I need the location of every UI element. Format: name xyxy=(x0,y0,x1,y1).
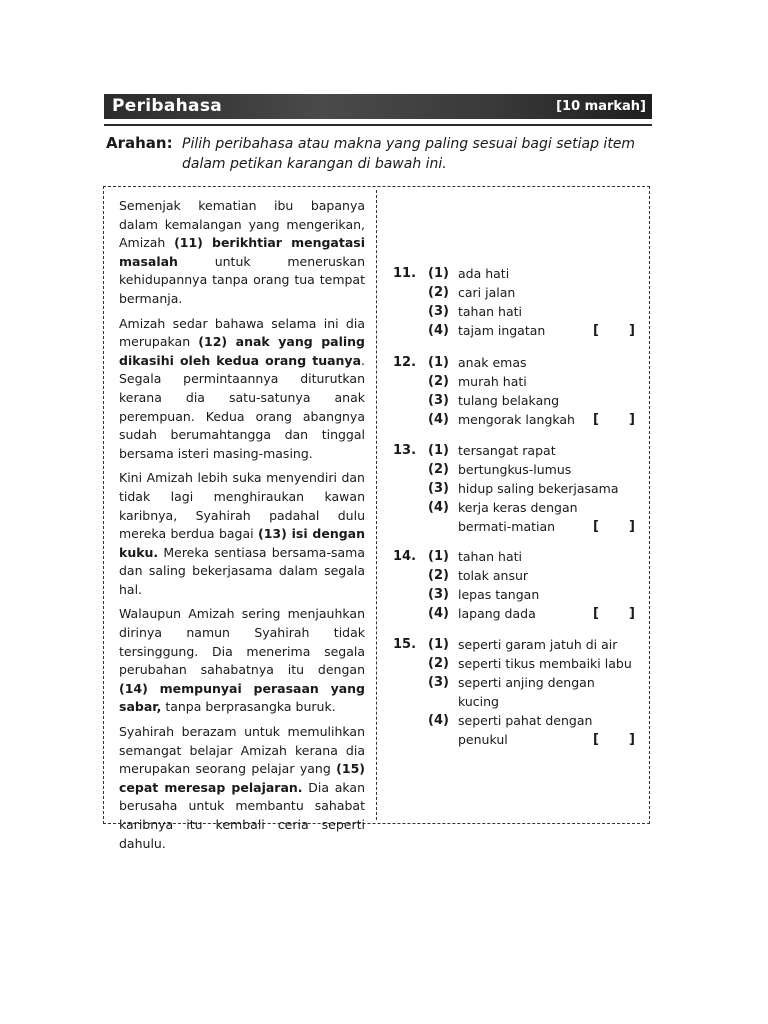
option-number: (4) xyxy=(428,412,449,427)
option-number: (2) xyxy=(428,374,449,389)
question-number: 14. xyxy=(393,549,417,564)
question-item xyxy=(393,549,643,625)
option-row xyxy=(393,694,643,713)
passage-highlight: (12) anak yang paling dikasihi oleh kedua orang tuanya xyxy=(119,334,365,368)
answer-bracket-close: ] xyxy=(629,606,635,621)
option-number: (3) xyxy=(428,304,449,319)
passage-paragraph xyxy=(119,197,365,309)
option-number: (4) xyxy=(428,606,449,621)
option-number: (2) xyxy=(428,568,449,583)
option-number: (4) xyxy=(428,713,449,728)
option-text: seperti garam jatuh di air xyxy=(458,637,618,652)
question-number: 13. xyxy=(393,443,417,458)
option-number: (2) xyxy=(428,285,449,300)
option-text: murah hati xyxy=(458,374,527,389)
answer-bracket-open[interactable]: [ xyxy=(593,519,599,534)
option-row xyxy=(393,713,643,732)
question-item xyxy=(393,637,643,751)
option-number: (4) xyxy=(428,323,449,338)
option-number: (1) xyxy=(428,549,449,564)
passage-segment: tanpa berprasangka buruk. xyxy=(161,699,336,715)
answer-bracket-open[interactable]: [ xyxy=(593,606,599,621)
passage-segment: Syahirah berazam untuk memulihkan semangat belajar Amizah kerana dia merupakan seorang pelajar yang xyxy=(119,724,365,777)
option-text: kerja keras dengan xyxy=(458,500,578,515)
option-text: bermati-matian xyxy=(458,519,556,534)
option-text: tersangat rapat xyxy=(458,443,556,458)
passage-paragraph xyxy=(119,315,365,464)
passage-paragraph xyxy=(119,723,365,853)
option-row xyxy=(393,412,643,431)
option-text: ada hati xyxy=(458,266,510,281)
option-row xyxy=(393,355,643,374)
option-row xyxy=(393,462,643,481)
answer-bracket-close: ] xyxy=(629,412,635,427)
option-number: (1) xyxy=(428,443,449,458)
passage-highlight: (14) mempunyai perasaan yang sabar, xyxy=(119,680,365,715)
column-divider xyxy=(376,190,377,820)
option-text: hidup saling bekerjasama xyxy=(458,481,619,496)
question-number: 12. xyxy=(393,355,417,370)
option-text: anak emas xyxy=(458,355,527,370)
option-text: seperti anjing dengan xyxy=(458,675,595,690)
option-text: seperti tikus membaiki labu xyxy=(458,656,632,671)
option-number: (1) xyxy=(428,355,449,370)
option-row xyxy=(393,606,643,625)
section-marks: [10 markah] xyxy=(556,99,646,114)
answer-bracket-close: ] xyxy=(629,323,635,338)
passage-highlight: (15) cepat meresap pelajaran. xyxy=(119,761,365,795)
option-row xyxy=(393,675,643,694)
option-text: bertungkus-lumus xyxy=(458,462,572,477)
option-text: tulang belakang xyxy=(458,393,560,408)
passage-segment: Kini Amizah lebih suka menyendiri dan tidak lagi menghiraukan kawan karibnya, Syahirah padahal dulu mereka berdua bagai xyxy=(119,470,365,542)
passage-segment: Walaupun Amizah sering menjauhkan dirinya namun Syahirah tidak tersinggung. Dia menerima segala perubahan sahabatnya itu dengan xyxy=(119,606,365,678)
option-row xyxy=(393,732,643,751)
option-number: (1) xyxy=(428,266,449,281)
passage-segment: . Segala permintaannya diturutkan kerana dia satu-satunya anak perempuan. Kedua orang abangnya sudah berumahtangga dan tinggal bersama isteri masing-masing. xyxy=(119,352,365,461)
option-row xyxy=(393,285,643,304)
option-row xyxy=(393,304,643,323)
option-row xyxy=(393,443,643,462)
option-row xyxy=(393,637,643,656)
answer-bracket-open[interactable]: [ xyxy=(593,732,599,747)
header-underline xyxy=(104,124,652,126)
option-number: (4) xyxy=(428,500,449,515)
passage-paragraph xyxy=(119,605,365,717)
option-row xyxy=(393,266,643,285)
option-text: mengorak langkah xyxy=(458,412,575,427)
option-row xyxy=(393,656,643,675)
option-row xyxy=(393,519,643,538)
option-row xyxy=(393,323,643,342)
answer-bracket-open[interactable]: [ xyxy=(593,323,599,338)
option-row xyxy=(393,481,643,500)
option-number: (3) xyxy=(428,481,449,496)
passage-highlight: (13) isi dengan kuku. xyxy=(119,526,365,560)
answer-bracket-close: ] xyxy=(629,732,635,747)
answer-bracket-close: ] xyxy=(629,519,635,534)
option-text: tolak ansur xyxy=(458,568,529,583)
option-row xyxy=(393,568,643,587)
option-number: (2) xyxy=(428,462,449,477)
passage-text xyxy=(119,197,365,859)
option-number: (3) xyxy=(428,393,449,408)
option-text: tahan hati xyxy=(458,304,522,319)
passage-paragraph xyxy=(119,469,365,599)
passage-segment: untuk meneruskan kehidupannya tanpa orang tua tempat bermanja. xyxy=(119,253,365,306)
section-header xyxy=(104,94,652,119)
option-text: seperti pahat dengan xyxy=(458,713,593,728)
question-item xyxy=(393,443,643,538)
question-item xyxy=(393,355,643,431)
section-title: Peribahasa xyxy=(112,96,223,116)
option-text: lapang dada xyxy=(458,606,536,621)
question-item xyxy=(393,266,643,342)
option-text: penukul xyxy=(458,732,508,747)
option-row xyxy=(393,587,643,606)
option-text: cari jalan xyxy=(458,285,516,300)
answer-bracket-open[interactable]: [ xyxy=(593,412,599,427)
instruction-label: Arahan: xyxy=(106,134,173,152)
option-text: tahan hati xyxy=(458,549,522,564)
option-text: lepas tangan xyxy=(458,587,540,602)
question-number: 15. xyxy=(393,637,417,652)
option-number: (1) xyxy=(428,637,449,652)
option-row xyxy=(393,393,643,412)
passage-segment: Dia akan berusaha untuk membantu sahabat karibnya itu kembali ceria seperti dahulu. xyxy=(119,779,365,851)
option-text: kucing xyxy=(458,694,499,709)
passage-highlight: (11) berikhtiar mengatasi masalah xyxy=(119,235,365,269)
option-number: (3) xyxy=(428,587,449,602)
option-row xyxy=(393,549,643,568)
option-row xyxy=(393,500,643,519)
instruction-text: Pilih peribahasa atau makna yang paling sesuai bagi setiap item dalam petikan karangan di bawah ini. xyxy=(182,136,636,172)
passage-segment: Semenjak kematian ibu bapanya dalam kemalangan yang mengerikan, Amizah xyxy=(119,198,365,251)
option-row xyxy=(393,374,643,393)
question-number: 11. xyxy=(393,266,417,281)
option-text: tajam ingatan xyxy=(458,323,546,338)
passage-segment: Mereka sentiasa bersama-sama dan saling bekerjasama dalam segala hal. xyxy=(119,544,365,597)
option-number: (3) xyxy=(428,675,449,690)
option-number: (2) xyxy=(428,656,449,671)
passage-segment: Amizah sedar bahawa selama ini dia merupakan xyxy=(119,315,365,350)
